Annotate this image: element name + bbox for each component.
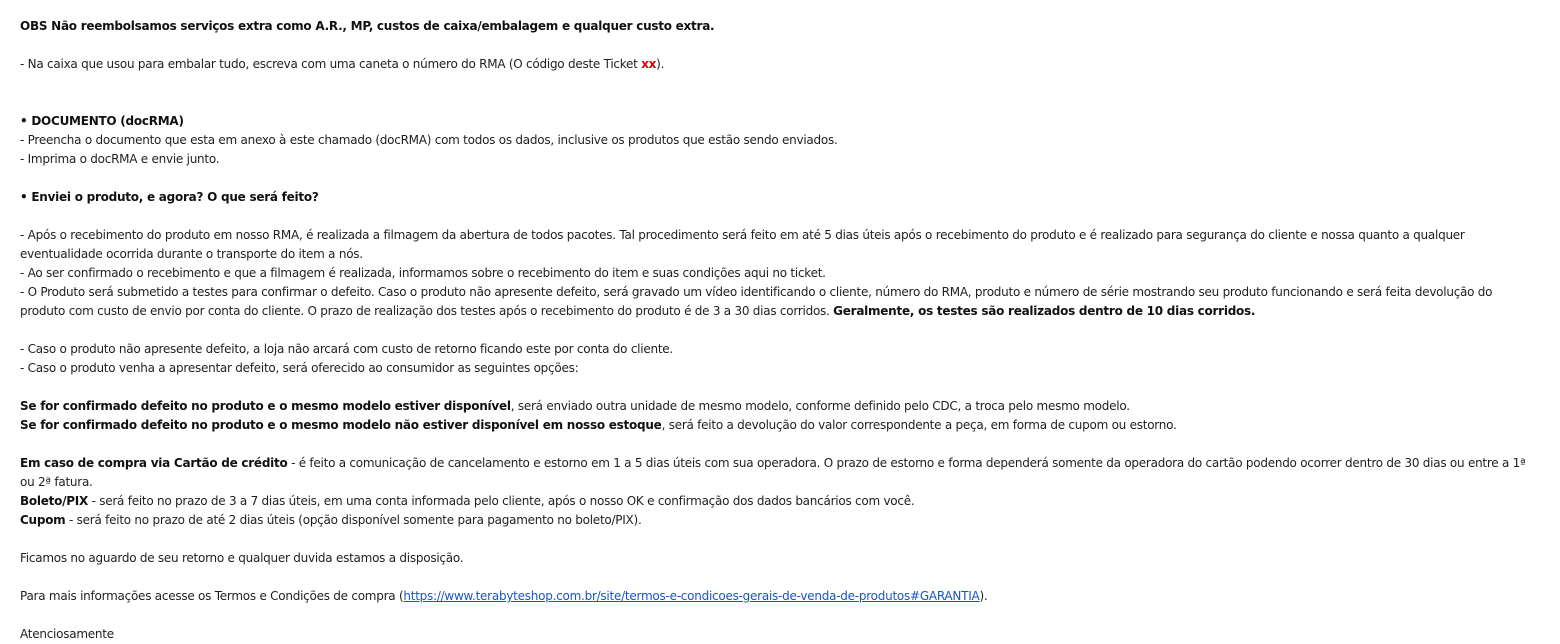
enviei-heading: [20, 188, 1540, 207]
termos-after: ).: [979, 589, 988, 603]
opcao-2-text: , será feito a devolução do valor correspondente a peça, em forma de cupom ou estorno.: [661, 418, 1177, 432]
obs-text: OBS Não reembolsamos serviços extra como A.R., MP, custos de caixa/embalagem e qualquer custo extra.: [20, 19, 715, 33]
box-note-after: ).: [656, 57, 665, 71]
documento-heading-text: • DOCUMENTO (docRMA): [20, 114, 184, 128]
aguardo-text: Ficamos no aguardo de seu retorno e qualquer duvida estamos a disposição.: [20, 551, 464, 565]
termos-before: Para mais informações acesse os Termos e Condições de compra (: [20, 589, 404, 603]
opcao-1-bold: Se for confirmado defeito no produto e o mesmo modelo estiver disponível: [20, 399, 511, 413]
pagamento-boleto-text: - será feito no prazo de 3 a 7 dias úteis, em uma conta informada pelo cliente, após o nosso OK e confirmação dos dados bancários com você.: [88, 494, 915, 508]
pagamento-boleto-bold: Boleto/PIX: [20, 494, 89, 508]
opcao-2: [20, 416, 1540, 435]
pagamento-boleto: [20, 492, 1540, 511]
opcao-1-text: , será enviado outra unidade de mesmo modelo, conforme definido pelo CDC, a troca pelo mesmo modelo.: [510, 399, 1130, 413]
enviei-paragraph-3-text: - O Produto será submetido a testes para confirmar o defeito. Caso o produto não apresente defeito, será gravado um vídeo identificando o cliente, número do RMA, produto e número de série mostrando seu produto funcionando e será feita devolução do produto com custo de envio por conta do cliente. O prazo de realização dos testes após o recebimento do produto é de 3 a 30 dias corridos.: [20, 285, 1493, 318]
caso-line-2: - Caso o produto venha a apresentar defeito, será oferecido ao consumidor as seguintes opções:: [20, 361, 579, 375]
enviei-paragraph-3-bold: Geralmente, os testes são realizados dentro de 10 dias corridos.: [833, 304, 1256, 318]
enviei-paragraph-3: [20, 283, 1540, 321]
enviei-heading-text: • Enviei o produto, e agora? O que será feito?: [20, 190, 319, 204]
enviei-paragraph-2: - Ao ser confirmado o recebimento e que a filmagem é realizada, informamos sobre o recebimento do item e suas condições aqui no ticket.: [20, 266, 826, 280]
box-note: [20, 55, 1540, 74]
pagamento-cartao-text: - é feito a comunicação de cancelamento e estorno em 1 a 5 dias úteis com sua operadora. O prazo de estorno e forma dependerá somente da operadora do cartão podendo ocorrer dentro de 30 dias ou entre a 1ª ou 2ª fatura.: [20, 456, 1526, 489]
pagamento-cupom-text: - será feito no prazo de até 2 dias úteis (opção disponível somente para pagamento no boleto/PIX).: [65, 513, 642, 527]
pagamento-cupom: [20, 511, 1540, 530]
opcao-2-bold: Se for confirmado defeito no produto e o mesmo modelo não estiver disponível em nosso estoque: [20, 418, 662, 432]
enviei-paragraph-1: - Após o recebimento do produto em nosso RMA, é realizada a filmagem da abertura de todos pacotes. Tal procedimento será feito em até 5 dias úteis após o recebimento do produto e é realizado para segurança do cliente e nossa quanto a qualquer eventualidade ocorrida durante o transporte do item a nós.: [20, 228, 1465, 261]
documento-line-1: - Preencha o documento que esta em anexo à este chamado (docRMA) com todos os dados, inclusive os produtos que estão sendo enviados.: [20, 133, 838, 147]
opcao-1: [20, 397, 1540, 416]
closing-text: Atenciosamente: [20, 627, 114, 641]
pagamento-cartao-bold: Em caso de compra via Cartão de crédito: [20, 456, 288, 470]
termos-line: [20, 587, 1540, 606]
box-note-before: - Na caixa que usou para embalar tudo, escreva com uma caneta o número do RMA (O código deste Ticket: [20, 57, 642, 71]
ticket-code: xx: [641, 57, 657, 71]
termos-link[interactable]: https://www.terabyteshop.com.br/site/termos-e-condicoes-gerais-de-venda-de-produtos#GARANTIA: [403, 589, 980, 603]
documento-line-2: - Imprima o docRMA e envie junto.: [20, 152, 220, 166]
caso-line-1: - Caso o produto não apresente defeito, a loja não arcará com custo de retorno ficando este por conta do cliente.: [20, 342, 673, 356]
pagamento-cartao: [20, 454, 1540, 492]
documento-heading: [20, 112, 1540, 131]
pagamento-cupom-bold: Cupom: [20, 513, 66, 527]
obs-note: [20, 17, 1540, 36]
